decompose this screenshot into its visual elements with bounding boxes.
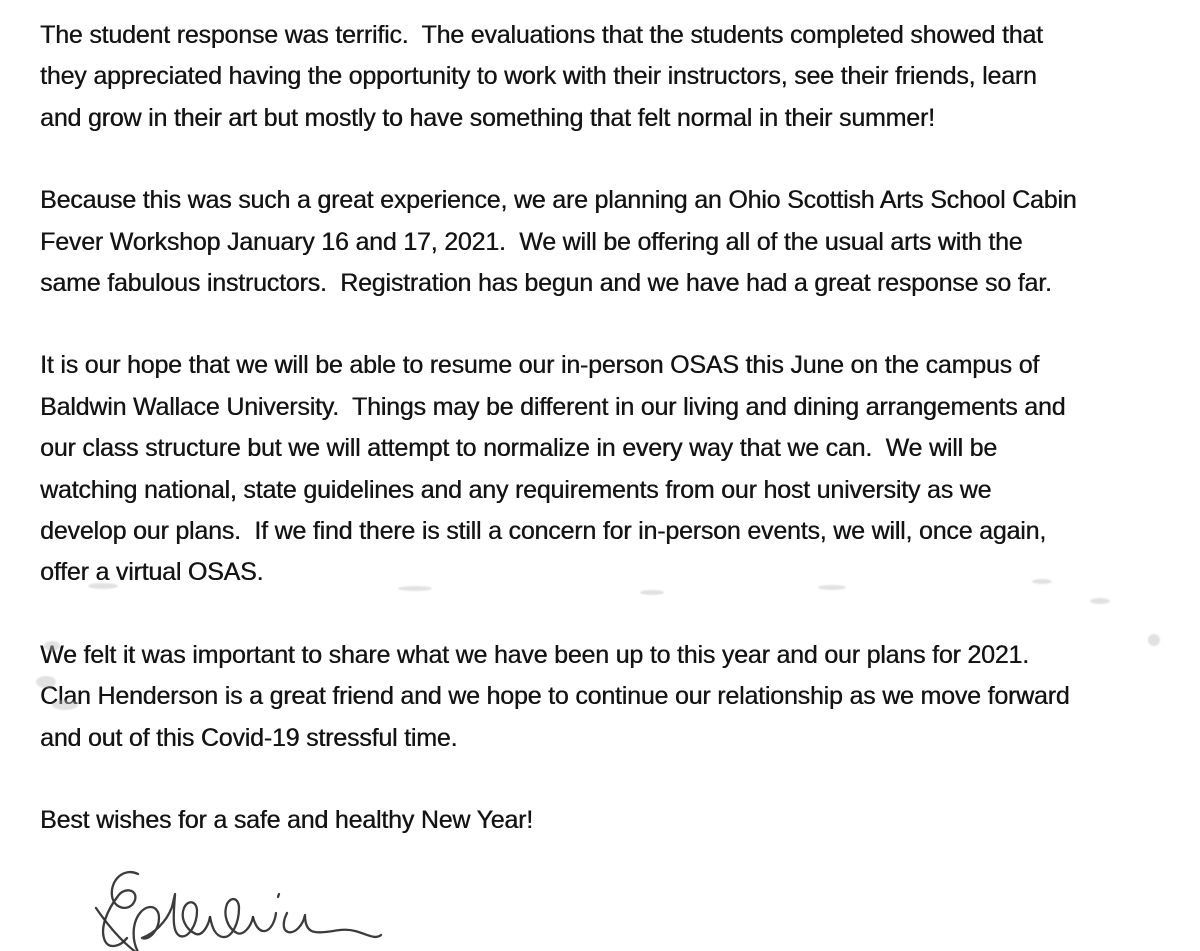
text-line: and grow in their art but mostly to have something that felt normal in their summer! xyxy=(40,103,935,132)
scan-artifact xyxy=(88,583,118,589)
scan-artifact xyxy=(1032,579,1052,584)
scan-artifact xyxy=(36,676,56,688)
text-line: same fabulous instructors. Registration has begun and we have had a great response so far. xyxy=(40,269,1052,298)
text-line: The student response was terrific. The evaluations that the students completed showed that xyxy=(40,21,1043,49)
text-line: and out of this Covid-19 stressful time. xyxy=(40,723,458,752)
text-line: they appreciated having the opportunity to work with their instructors, see their friends, learn xyxy=(40,62,1037,91)
paragraph-student-response xyxy=(40,15,1164,139)
paragraph-resume-in-person xyxy=(40,345,1164,593)
text-line: offer a virtual OSAS. xyxy=(40,558,264,587)
text-line: Clan Henderson is a great friend and we hope to continue our relationship as we move forward xyxy=(40,682,1070,711)
scan-artifact xyxy=(44,641,60,651)
scan-artifact xyxy=(640,590,664,595)
text-line: our class structure but we will attempt to normalize in every way that we can. We will be xyxy=(40,434,997,463)
scan-artifact xyxy=(1148,634,1160,646)
paragraph-cabin-fever-workshop xyxy=(40,180,1164,304)
text-line: develop our plans. If we find there is still a concern for in-person events, we will, once again, xyxy=(40,517,1046,546)
scan-artifact xyxy=(1090,598,1110,604)
text-line: It is our hope that we will be able to resume our in-person OSAS this June on the campus of xyxy=(40,351,1040,380)
text-line: Because this was such a great experience, we are planning an Ohio Scottish Arts School Cabin xyxy=(40,186,1077,215)
scan-artifact xyxy=(398,586,432,591)
scan-artifact xyxy=(818,585,846,590)
paragraph-clan-henderson xyxy=(40,635,1164,759)
text-line: Fever Workshop January 16 and 17, 2021. We will be offering all of the usual arts with the xyxy=(40,227,1023,256)
scan-artifact xyxy=(52,700,78,710)
text-line: We felt it was important to share what we have been up to this year and our plans for 2021. xyxy=(40,640,1029,669)
text-line: Best wishes for a safe and healthy New Year! xyxy=(40,806,533,835)
signature-ink xyxy=(74,864,384,951)
text-line: watching national, state guidelines and any requirements from our host university as we xyxy=(40,475,992,504)
text-line: Baldwin Wallace University. Things may be different in our living and dining arrangements and xyxy=(40,392,1066,421)
closing-line xyxy=(40,800,1164,841)
handwritten-signature xyxy=(74,864,384,951)
